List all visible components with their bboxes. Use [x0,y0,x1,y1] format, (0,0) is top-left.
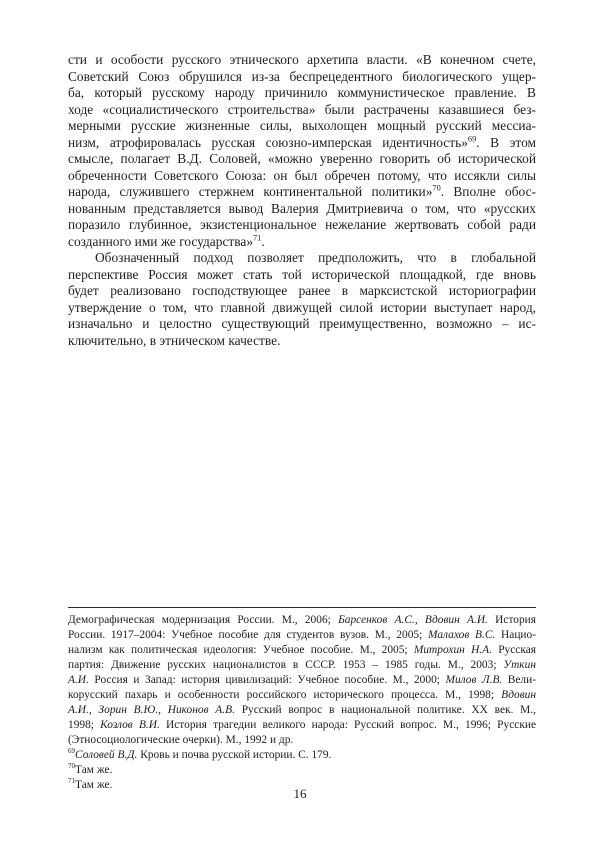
footnote-69: $^{69}$Соловей В.Д. Кровь и почва русской истории. С. 179. [68,747,332,761]
footnote-continuation: Демографическая модернизация России. М., 2006; Барсенков А.С., Вдовин А.И. История России. 1917–2004: Учебное пособие для студентов вузов. М., 2005; Малахов В.С. Нацио- нализм как политическая идеология: Учебное пособие. М., 2005; Митрохин Н.А. Русская партия: Движение русских националистов в СССР. 1953 – 1985 годы. М., 2003; Уткин А.И. Россия и Запад: история цивилизаций: Учебное пособие. М., 2000; Милов Л.В. Вели- корусский пахарь и особенности российского исторического процесса. М., 1998; Вдовин А.И., Зорин В.Ю., Никонов А.В. Русский вопрос в национальной политике. XX век. М., 1998; Козлов В.И. История трагедии великого народа: Русский вопрос. М., 1996; Русские (Этносоциологические очерки). М., 1992 и др. [68,614,537,746]
footnote-71: $^{71}$Там же. [68,777,113,791]
footnotes-section [68,607,536,793]
body-paragraph-1: сти и особости русского этнического архетипа власти. «В конечном счете, Советский Союз обрушился из-за беспрецедентного биологического ущер- ба, который русскому народу причинило коммунистическое правление. В ходе «социалистического строительства» были растрачены казавшиеся без- мерными русские жизненные силы, выхолощен мощный русский мессиа- низм, атрофировалась русская союзно-имперская идентичность»$^{69}$. В этом смысле, полагает В.Д. Соловей, «можно уверенно говорить об исторической обреченности Советского Союза: он был обречен потому, что иссякли силы народа, служившего стержнем континентальной политики»$^{70}$. Вполне обос- нованным представляется вывод Валерия Дмитриевича о том, что «русских поразило глубинное, экзистенциональное нежелание жертвовать собой ради созданного ими же государства»$^{71}$. [68,52,537,249]
body-paragraph-2: Обозначенный подход позволяет предположить, что в глобальной перспективе Россия может стать той исторической площадкой, где вновь будет реализовано господствующее ранее в марксистской историографии утверждение о том, что главной движущей силой истории выступает народ, изначально и целостно существующий преимущественно, возможно – ис- ключительно, в этническом качестве. [68,250,536,348]
footnote-separator-rule [68,607,536,608]
page-number: 16 [293,786,307,801]
body-text [68,52,536,349]
footnote-70: $^{70}$Там же. [68,762,113,776]
